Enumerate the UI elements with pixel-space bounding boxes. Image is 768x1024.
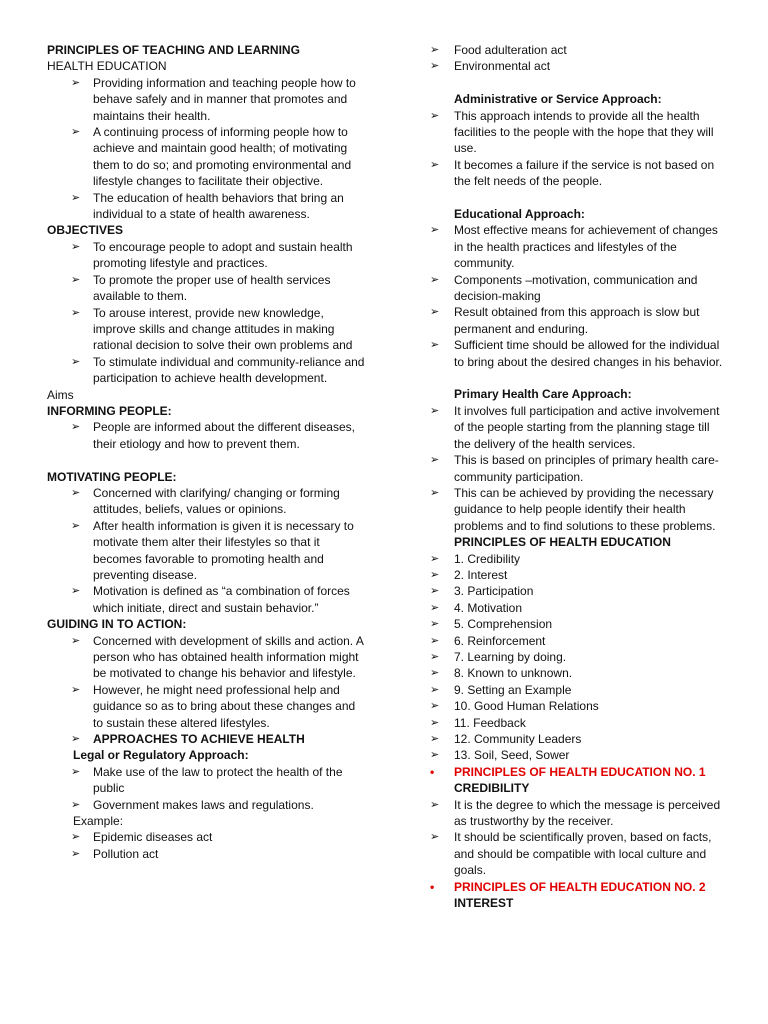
spacer xyxy=(428,370,728,386)
bullet-item xyxy=(47,764,365,797)
bullet-text: Motivation is defined as “a combination of forces which initiate, direct and sustain behavior.” xyxy=(93,584,350,615)
bullet-text: 11. Feedback xyxy=(454,715,526,730)
bullet-item xyxy=(47,75,365,124)
bullet-item xyxy=(428,649,728,665)
arrow-bullet-icon: ➢ xyxy=(430,109,440,122)
arrow-bullet-icon: ➢ xyxy=(430,700,440,713)
arrow-bullet-icon: ➢ xyxy=(430,667,440,680)
bullet-text: 9. Setting an Example xyxy=(454,682,572,697)
bullet-text: 4. Motivation xyxy=(454,600,523,615)
bullet-text: It is the degree to which the message is perceived as trustworthy by the receiver. xyxy=(454,797,721,829)
arrow-bullet-icon: ➢ xyxy=(430,339,440,352)
arrow-bullet-icon: ➢ xyxy=(430,158,440,171)
arrow-bullet-icon: ➢ xyxy=(71,798,81,811)
bullet-item xyxy=(428,682,728,698)
arrow-bullet-icon: ➢ xyxy=(430,683,440,696)
bullet-item xyxy=(428,58,728,74)
bullet-item xyxy=(47,518,365,584)
bullet-item xyxy=(47,124,365,190)
bullet-item xyxy=(47,190,365,223)
arrow-bullet-icon: ➢ xyxy=(71,683,81,696)
bullet-text: 13. Soil, Seed, Sower xyxy=(454,748,570,763)
bullet-text: Concerned with development of skills and action. A person who has obtained health information might be motivated to change his behavior and lifestyle. xyxy=(93,633,364,681)
spacer xyxy=(428,190,728,206)
bullet-item xyxy=(47,829,365,845)
left-column xyxy=(47,42,365,862)
bullet-item xyxy=(428,222,728,271)
bullet-item xyxy=(428,829,728,878)
bullet-item xyxy=(428,485,728,534)
bullet-text: Government makes laws and regulations. xyxy=(93,797,314,812)
bullet-text: Sufficient time should be allowed for the individual to bring about the desired changes in his behavior. xyxy=(454,338,723,369)
bullet-text: 2. Interest xyxy=(454,567,508,582)
bullet-text: 12. Community Leaders xyxy=(454,732,582,747)
red-principle-heading xyxy=(428,879,728,895)
arrow-bullet-icon: ➢ xyxy=(430,224,440,237)
bullet-item xyxy=(47,239,365,272)
arrow-bullet-icon: ➢ xyxy=(430,44,440,56)
arrow-bullet-icon: ➢ xyxy=(430,454,440,467)
subsection-heading: INTEREST xyxy=(454,896,514,911)
bullet-text: 1. Credibility xyxy=(454,551,521,566)
bullet-item xyxy=(47,633,365,682)
arrow-bullet-icon: ➢ xyxy=(430,486,440,499)
bullet-item xyxy=(47,583,365,616)
bullet-text: Concerned with clarifying/ changing or forming attitudes, beliefs, values or opinions. xyxy=(93,485,340,517)
section-heading: OBJECTIVES xyxy=(47,223,124,238)
arrow-bullet-icon: ➢ xyxy=(430,634,440,647)
arrow-bullet-icon: ➢ xyxy=(71,831,81,844)
bullet-dot-icon: • xyxy=(430,764,435,779)
arrow-bullet-icon: ➢ xyxy=(71,126,81,139)
bullet-item xyxy=(428,715,728,731)
bullet-item xyxy=(47,682,365,731)
bullet-item xyxy=(428,337,728,370)
bullet-text: Most effective means for achievement of changes in the health practices and lifestyles of the community. xyxy=(454,223,718,271)
bullet-text: This approach intends to provide all the health facilities to the people with the hope that they will use. xyxy=(454,108,714,156)
bullet-item xyxy=(428,797,728,830)
bullet-text: 5. Comprehension xyxy=(454,617,553,632)
bullet-text: 7. Learning by doing. xyxy=(454,649,567,664)
arrow-bullet-icon: ➢ xyxy=(71,733,81,746)
arrow-bullet-icon: ➢ xyxy=(430,601,440,614)
bullet-item xyxy=(428,272,728,305)
arrow-bullet-icon: ➢ xyxy=(430,585,440,598)
section-heading: PRINCIPLES OF TEACHING AND LEARNING xyxy=(47,43,300,57)
bullet-item xyxy=(428,403,728,452)
arrow-bullet-icon: ➢ xyxy=(430,618,440,631)
subsection-heading: Primary Health Care Approach: xyxy=(454,387,632,402)
arrow-bullet-icon: ➢ xyxy=(430,733,440,746)
bullet-item xyxy=(428,108,728,157)
arrow-bullet-icon: ➢ xyxy=(71,486,81,499)
bullet-item xyxy=(428,747,728,763)
bullet-text: Components –motivation, communication and decision-making xyxy=(454,272,698,304)
bullet-text: People are informed about the different diseases, their etiology and how to prevent them. xyxy=(93,420,355,451)
arrow-bullet-icon: ➢ xyxy=(71,76,81,89)
arrow-bullet-icon: ➢ xyxy=(430,404,440,417)
bullet-item xyxy=(47,846,365,862)
bullet-item xyxy=(428,665,728,681)
bullet-item xyxy=(428,567,728,583)
subsection-heading: Educational Approach: xyxy=(454,207,585,222)
bullet-text: To promote the proper use of health services available to them. xyxy=(93,272,331,304)
arrow-bullet-icon: ➢ xyxy=(71,634,81,647)
arrow-bullet-icon: ➢ xyxy=(71,585,81,598)
bullet-text: The education of health behaviors that bring an individual to a state of health awareness. xyxy=(93,190,344,222)
bullet-text: To stimulate individual and community-reliance and participation to achieve health development. xyxy=(93,354,365,386)
section-heading: GUIDING IN TO ACTION: xyxy=(47,617,187,632)
bullet-item xyxy=(47,305,365,354)
red-principle-heading xyxy=(428,764,728,780)
bullet-item xyxy=(47,731,365,747)
bullet-item xyxy=(47,485,365,518)
arrow-bullet-icon: ➢ xyxy=(430,716,440,729)
arrow-bullet-icon: ➢ xyxy=(71,847,81,860)
arrow-bullet-icon: ➢ xyxy=(430,273,440,286)
arrow-bullet-icon: ➢ xyxy=(430,749,440,762)
section-heading: MOTIVATING PEOPLE: xyxy=(47,469,177,484)
subsection-heading: Administrative or Service Approach: xyxy=(454,92,662,107)
arrow-bullet-icon: ➢ xyxy=(71,765,81,778)
subsection-heading: PRINCIPLES OF HEALTH EDUCATION xyxy=(454,535,671,550)
bullet-text: After health information is given it is necessary to motivate them alter their lifestyles so that it becomes favorable to promoting health and preventing disease. xyxy=(93,518,354,582)
arrow-bullet-icon: ➢ xyxy=(430,60,440,73)
bullet-text: Providing information and teaching people how to behave safely and in manner that promotes and maintains their health. xyxy=(93,75,356,123)
bullet-text: APPROACHES TO ACHIEVE HEALTH xyxy=(93,732,305,747)
bullet-item xyxy=(428,600,728,616)
bullet-text: Environmental act xyxy=(454,59,551,74)
bullet-text: Epidemic diseases act xyxy=(93,830,213,845)
arrow-bullet-icon: ➢ xyxy=(71,355,81,368)
subsection-heading: Legal or Regulatory Approach: xyxy=(73,748,249,763)
bullet-text: Result obtained from this approach is slow but permanent and enduring. xyxy=(454,305,700,336)
section-label: Aims xyxy=(47,387,74,402)
bullet-item xyxy=(47,419,365,452)
bullet-item xyxy=(428,42,728,58)
arrow-bullet-icon: ➢ xyxy=(71,191,81,204)
bullet-text: It becomes a failure if the service is not based on the felt needs of the people. xyxy=(454,157,715,189)
bullet-text: This can be achieved by providing the necessary guidance to help people identify their health problems and to find solutions to these problems. xyxy=(454,485,716,533)
arrow-bullet-icon: ➢ xyxy=(430,831,440,844)
bullet-item xyxy=(428,731,728,747)
red-principle-text: PRINCIPLES OF HEALTH EDUCATION NO. 1 xyxy=(454,764,706,779)
bullet-item xyxy=(428,698,728,714)
arrow-bullet-icon: ➢ xyxy=(71,273,81,286)
bullet-text: Pollution act xyxy=(93,846,159,861)
section-label: HEALTH EDUCATION xyxy=(47,59,167,74)
arrow-bullet-icon: ➢ xyxy=(430,306,440,319)
bullet-item xyxy=(428,583,728,599)
spacer xyxy=(428,75,728,91)
bullet-item xyxy=(47,797,365,813)
bullet-item xyxy=(428,304,728,337)
bullet-text: 3. Participation xyxy=(454,584,534,599)
right-column xyxy=(428,42,728,911)
bullet-text: Make use of the law to protect the health of the public xyxy=(93,764,343,796)
section-heading: INFORMING PEOPLE: xyxy=(47,403,172,418)
red-principle-text: PRINCIPLES OF HEALTH EDUCATION NO. 2 xyxy=(454,879,706,894)
bullet-item xyxy=(47,354,365,387)
bullet-text: It involves full participation and active involvement of the people starting from the planning stage till the delivery of the health services. xyxy=(454,403,720,451)
bullet-item xyxy=(428,551,728,567)
arrow-bullet-icon: ➢ xyxy=(430,552,440,565)
bullet-text: 8. Known to unknown. xyxy=(454,666,573,681)
bullet-item xyxy=(47,272,365,305)
bullet-item xyxy=(428,157,728,190)
bullet-text: To encourage people to adopt and sustain health promoting lifestyle and practices. xyxy=(93,239,353,271)
bullet-text: However, he might need professional help and guidance so as to bring about these changes and to sustain these altered lifestyles. xyxy=(93,682,356,730)
bullet-text: 10. Good Human Relations xyxy=(454,699,599,714)
spacer xyxy=(47,452,365,468)
bullet-item xyxy=(428,452,728,485)
arrow-bullet-icon: ➢ xyxy=(71,421,81,434)
arrow-bullet-icon: ➢ xyxy=(430,568,440,581)
arrow-bullet-icon: ➢ xyxy=(430,798,440,811)
arrow-bullet-icon: ➢ xyxy=(71,306,81,319)
bullet-text: It should be scientifically proven, based on facts, and should be compatible with local culture and goals. xyxy=(454,830,712,878)
arrow-bullet-icon: ➢ xyxy=(71,519,81,532)
example-label: Example: xyxy=(73,814,124,829)
bullet-text: A continuing process of informing people how to achieve and maintain good health; of motivating them to do so; and promoting environmental and lifestyle changes to facilitate their objective. xyxy=(93,125,352,189)
arrow-bullet-icon: ➢ xyxy=(430,650,440,663)
subsection-heading: CREDIBILITY xyxy=(454,781,530,796)
bullet-item xyxy=(428,633,728,649)
bullet-text: 6. Reinforcement xyxy=(454,633,546,648)
bullet-text: Food adulteration act xyxy=(454,43,567,57)
bullet-text: This is based on principles of primary health care-community participation. xyxy=(454,453,719,484)
bullet-text: To arouse interest, provide new knowledge, improve skills and change attitudes in making rational decision to solve their own problems and xyxy=(93,305,353,353)
arrow-bullet-icon: ➢ xyxy=(71,240,81,253)
bullet-dot-icon: • xyxy=(430,879,435,894)
bullet-item xyxy=(428,616,728,632)
